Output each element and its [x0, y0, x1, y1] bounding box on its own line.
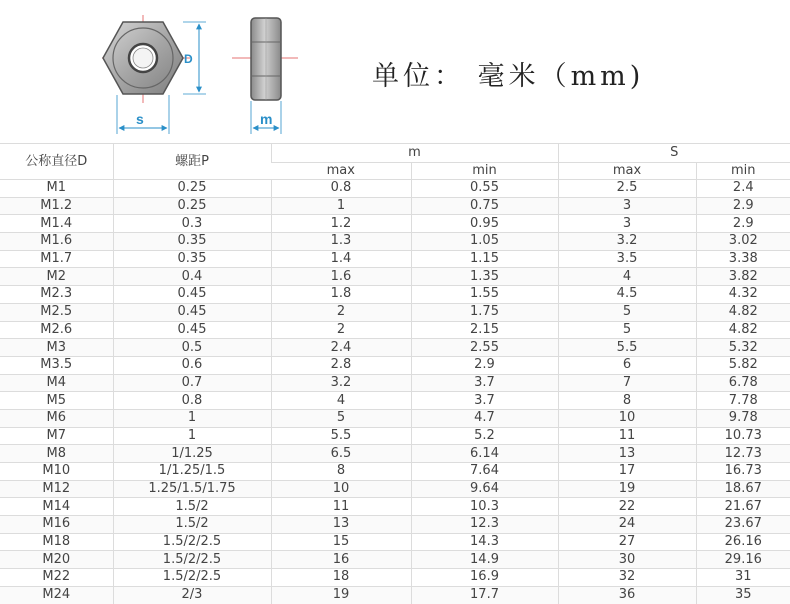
cell-m-max: 1.3: [271, 233, 411, 251]
cell-s-max: 32: [558, 569, 696, 587]
cell-pitch: 1.25/1.5/1.75: [113, 480, 271, 498]
cell-pitch: 1.5/2/2.5: [113, 551, 271, 569]
cell-pitch: 0.6: [113, 356, 271, 374]
cell-pitch: 1.5/2/2.5: [113, 533, 271, 551]
cell-m-min: 3.7: [411, 392, 558, 410]
cell-s-max: 5: [558, 303, 696, 321]
table-row: [0, 250, 790, 268]
cell-m-max: 2: [271, 321, 411, 339]
cell-m-min: 9.64: [411, 480, 558, 498]
table-row: [0, 516, 790, 534]
cell-m-max: 2: [271, 303, 411, 321]
cell-s-min: 29.16: [696, 551, 790, 569]
cell-s-min: 9.78: [696, 409, 790, 427]
header-m-max: max: [271, 163, 411, 180]
cell-pitch: 1: [113, 427, 271, 445]
cell-s-max: 24: [558, 516, 696, 534]
cell-pitch: 0.25: [113, 197, 271, 215]
cell-nominal-diameter: M1.7: [0, 250, 113, 268]
cell-nominal-diameter: M10: [0, 463, 113, 481]
dimension-m-label: m: [260, 111, 273, 127]
cell-nominal-diameter: M8: [0, 445, 113, 463]
table-row: [0, 374, 790, 392]
cell-m-max: 18: [271, 569, 411, 587]
cell-m-max: 5: [271, 409, 411, 427]
cell-m-min: 2.15: [411, 321, 558, 339]
cell-s-min: 3.82: [696, 268, 790, 286]
cell-pitch: 0.5: [113, 339, 271, 357]
cell-m-min: 16.9: [411, 569, 558, 587]
cell-s-max: 4: [558, 268, 696, 286]
cell-nominal-diameter: M3: [0, 339, 113, 357]
cell-s-max: 8: [558, 392, 696, 410]
cell-s-max: 2.5: [558, 180, 696, 198]
cell-pitch: 0.7: [113, 374, 271, 392]
cell-m-min: 1.75: [411, 303, 558, 321]
table-row: [0, 551, 790, 569]
cell-s-max: 3: [558, 197, 696, 215]
header-m: m: [271, 144, 558, 163]
dimension-d-label: D: [184, 52, 193, 66]
cell-pitch: 1.5/2/2.5: [113, 569, 271, 587]
cell-s-min: 3.02: [696, 233, 790, 251]
cell-s-min: 2.9: [696, 197, 790, 215]
cell-m-min: 1.55: [411, 286, 558, 304]
cell-s-min: 31: [696, 569, 790, 587]
cell-s-max: 3.5: [558, 250, 696, 268]
table-row: [0, 498, 790, 516]
cell-s-max: 5: [558, 321, 696, 339]
cell-s-max: 10: [558, 409, 696, 427]
cell-s-min: 7.78: [696, 392, 790, 410]
cell-m-max: 3.2: [271, 374, 411, 392]
cell-s-min: 5.82: [696, 356, 790, 374]
hex-nut-diagram: [0, 0, 330, 143]
cell-s-max: 19: [558, 480, 696, 498]
header-m-min: min: [411, 163, 558, 180]
cell-pitch: 0.45: [113, 321, 271, 339]
cell-m-min: 0.95: [411, 215, 558, 233]
cell-s-min: 2.9: [696, 215, 790, 233]
cell-s-min: 35: [696, 586, 790, 603]
cell-m-max: 2.8: [271, 356, 411, 374]
cell-nominal-diameter: M1.2: [0, 197, 113, 215]
cell-s-min: 12.73: [696, 445, 790, 463]
cell-nominal-diameter: M1: [0, 180, 113, 198]
cell-nominal-diameter: M14: [0, 498, 113, 516]
table-row: [0, 321, 790, 339]
cell-s-max: 27: [558, 533, 696, 551]
cell-m-min: 1.05: [411, 233, 558, 251]
cell-m-min: 7.64: [411, 463, 558, 481]
cell-m-max: 16: [271, 551, 411, 569]
table-row: [0, 392, 790, 410]
cell-nominal-diameter: M3.5: [0, 356, 113, 374]
cell-m-min: 17.7: [411, 586, 558, 603]
cell-m-max: 2.4: [271, 339, 411, 357]
cell-m-min: 2.55: [411, 339, 558, 357]
hex-nut-side-view-icon: [232, 18, 298, 100]
nut-dimension-table: [0, 143, 790, 604]
cell-nominal-diameter: M5: [0, 392, 113, 410]
table-row: [0, 339, 790, 357]
cell-nominal-diameter: M22: [0, 569, 113, 587]
cell-s-max: 22: [558, 498, 696, 516]
cell-pitch: 0.3: [113, 215, 271, 233]
cell-m-max: 0.8: [271, 180, 411, 198]
header-s-max: max: [558, 163, 696, 180]
cell-m-max: 11: [271, 498, 411, 516]
cell-m-max: 1.8: [271, 286, 411, 304]
hex-nut-front-view-icon: [102, 15, 190, 103]
cell-nominal-diameter: M2.6: [0, 321, 113, 339]
cell-m-min: 14.3: [411, 533, 558, 551]
cell-nominal-diameter: M12: [0, 480, 113, 498]
cell-m-max: 1.4: [271, 250, 411, 268]
cell-m-max: 8: [271, 463, 411, 481]
cell-nominal-diameter: M4: [0, 374, 113, 392]
cell-pitch: 1.5/2: [113, 516, 271, 534]
cell-nominal-diameter: M2.3: [0, 286, 113, 304]
cell-s-max: 5.5: [558, 339, 696, 357]
cell-nominal-diameter: M2.5: [0, 303, 113, 321]
table-row: [0, 569, 790, 587]
cell-nominal-diameter: M1.6: [0, 233, 113, 251]
cell-s-max: 4.5: [558, 286, 696, 304]
table-row: [0, 480, 790, 498]
cell-nominal-diameter: M16: [0, 516, 113, 534]
table-row: [0, 303, 790, 321]
cell-s-max: 30: [558, 551, 696, 569]
cell-s-min: 26.16: [696, 533, 790, 551]
cell-m-min: 4.7: [411, 409, 558, 427]
cell-pitch: 1/1.25: [113, 445, 271, 463]
cell-pitch: 0.4: [113, 268, 271, 286]
cell-m-min: 10.3: [411, 498, 558, 516]
cell-s-max: 7: [558, 374, 696, 392]
cell-pitch: 0.45: [113, 286, 271, 304]
cell-m-min: 3.7: [411, 374, 558, 392]
cell-m-max: 13: [271, 516, 411, 534]
cell-s-min: 21.67: [696, 498, 790, 516]
cell-s-min: 2.4: [696, 180, 790, 198]
header-nominal-diameter: 公称直径D: [0, 144, 113, 180]
cell-pitch: 1/1.25/1.5: [113, 463, 271, 481]
cell-s-max: 17: [558, 463, 696, 481]
cell-s-min: 23.67: [696, 516, 790, 534]
cell-s-min: 4.82: [696, 303, 790, 321]
cell-s-max: 6: [558, 356, 696, 374]
cell-pitch: 0.45: [113, 303, 271, 321]
cell-s-min: 16.73: [696, 463, 790, 481]
cell-pitch: 1.5/2: [113, 498, 271, 516]
cell-s-min: 4.32: [696, 286, 790, 304]
cell-m-min: 5.2: [411, 427, 558, 445]
cell-nominal-diameter: M7: [0, 427, 113, 445]
table-row: [0, 215, 790, 233]
table-row: [0, 533, 790, 551]
cell-pitch: 0.35: [113, 233, 271, 251]
cell-pitch: 2/3: [113, 586, 271, 603]
cell-pitch: 1: [113, 409, 271, 427]
table-row: [0, 409, 790, 427]
cell-nominal-diameter: M6: [0, 409, 113, 427]
cell-s-max: 3.2: [558, 233, 696, 251]
cell-s-min: 4.82: [696, 321, 790, 339]
cell-m-max: 1.6: [271, 268, 411, 286]
cell-s-min: 6.78: [696, 374, 790, 392]
cell-s-max: 13: [558, 445, 696, 463]
cell-s-max: 36: [558, 586, 696, 603]
cell-m-min: 0.75: [411, 197, 558, 215]
cell-m-max: 15: [271, 533, 411, 551]
cell-pitch: 0.25: [113, 180, 271, 198]
cell-s-min: 3.38: [696, 250, 790, 268]
table-row: [0, 180, 790, 198]
cell-m-min: 14.9: [411, 551, 558, 569]
cell-m-min: 0.55: [411, 180, 558, 198]
cell-nominal-diameter: M18: [0, 533, 113, 551]
table-row: [0, 463, 790, 481]
header-s: S: [558, 144, 790, 163]
cell-nominal-diameter: M20: [0, 551, 113, 569]
table-row: [0, 268, 790, 286]
cell-m-max: 4: [271, 392, 411, 410]
cell-m-max: 19: [271, 586, 411, 603]
cell-m-max: 1: [271, 197, 411, 215]
cell-nominal-diameter: M1.4: [0, 215, 113, 233]
cell-pitch: 0.8: [113, 392, 271, 410]
table-row: [0, 286, 790, 304]
table-row: [0, 197, 790, 215]
cell-nominal-diameter: M2: [0, 268, 113, 286]
cell-pitch: 0.35: [113, 250, 271, 268]
cell-m-min: 1.35: [411, 268, 558, 286]
cell-s-min: 10.73: [696, 427, 790, 445]
cell-m-max: 1.2: [271, 215, 411, 233]
table-row: [0, 427, 790, 445]
header-pitch: 螺距P: [113, 144, 271, 180]
cell-m-max: 6.5: [271, 445, 411, 463]
cell-m-max: 10: [271, 480, 411, 498]
cell-s-max: 11: [558, 427, 696, 445]
cell-m-min: 1.15: [411, 250, 558, 268]
cell-s-min: 18.67: [696, 480, 790, 498]
cell-m-min: 2.9: [411, 356, 558, 374]
cell-nominal-diameter: M24: [0, 586, 113, 603]
table-row: [0, 233, 790, 251]
cell-m-min: 12.3: [411, 516, 558, 534]
cell-m-max: 5.5: [271, 427, 411, 445]
cell-s-max: 3: [558, 215, 696, 233]
header-s-min: min: [696, 163, 790, 180]
table-row: [0, 356, 790, 374]
table-row: [0, 445, 790, 463]
unit-note: 单位： 毫米（mm): [372, 61, 645, 92]
cell-s-min: 5.32: [696, 339, 790, 357]
dimension-s-label: s: [136, 111, 144, 127]
table-row: [0, 586, 790, 603]
cell-m-min: 6.14: [411, 445, 558, 463]
